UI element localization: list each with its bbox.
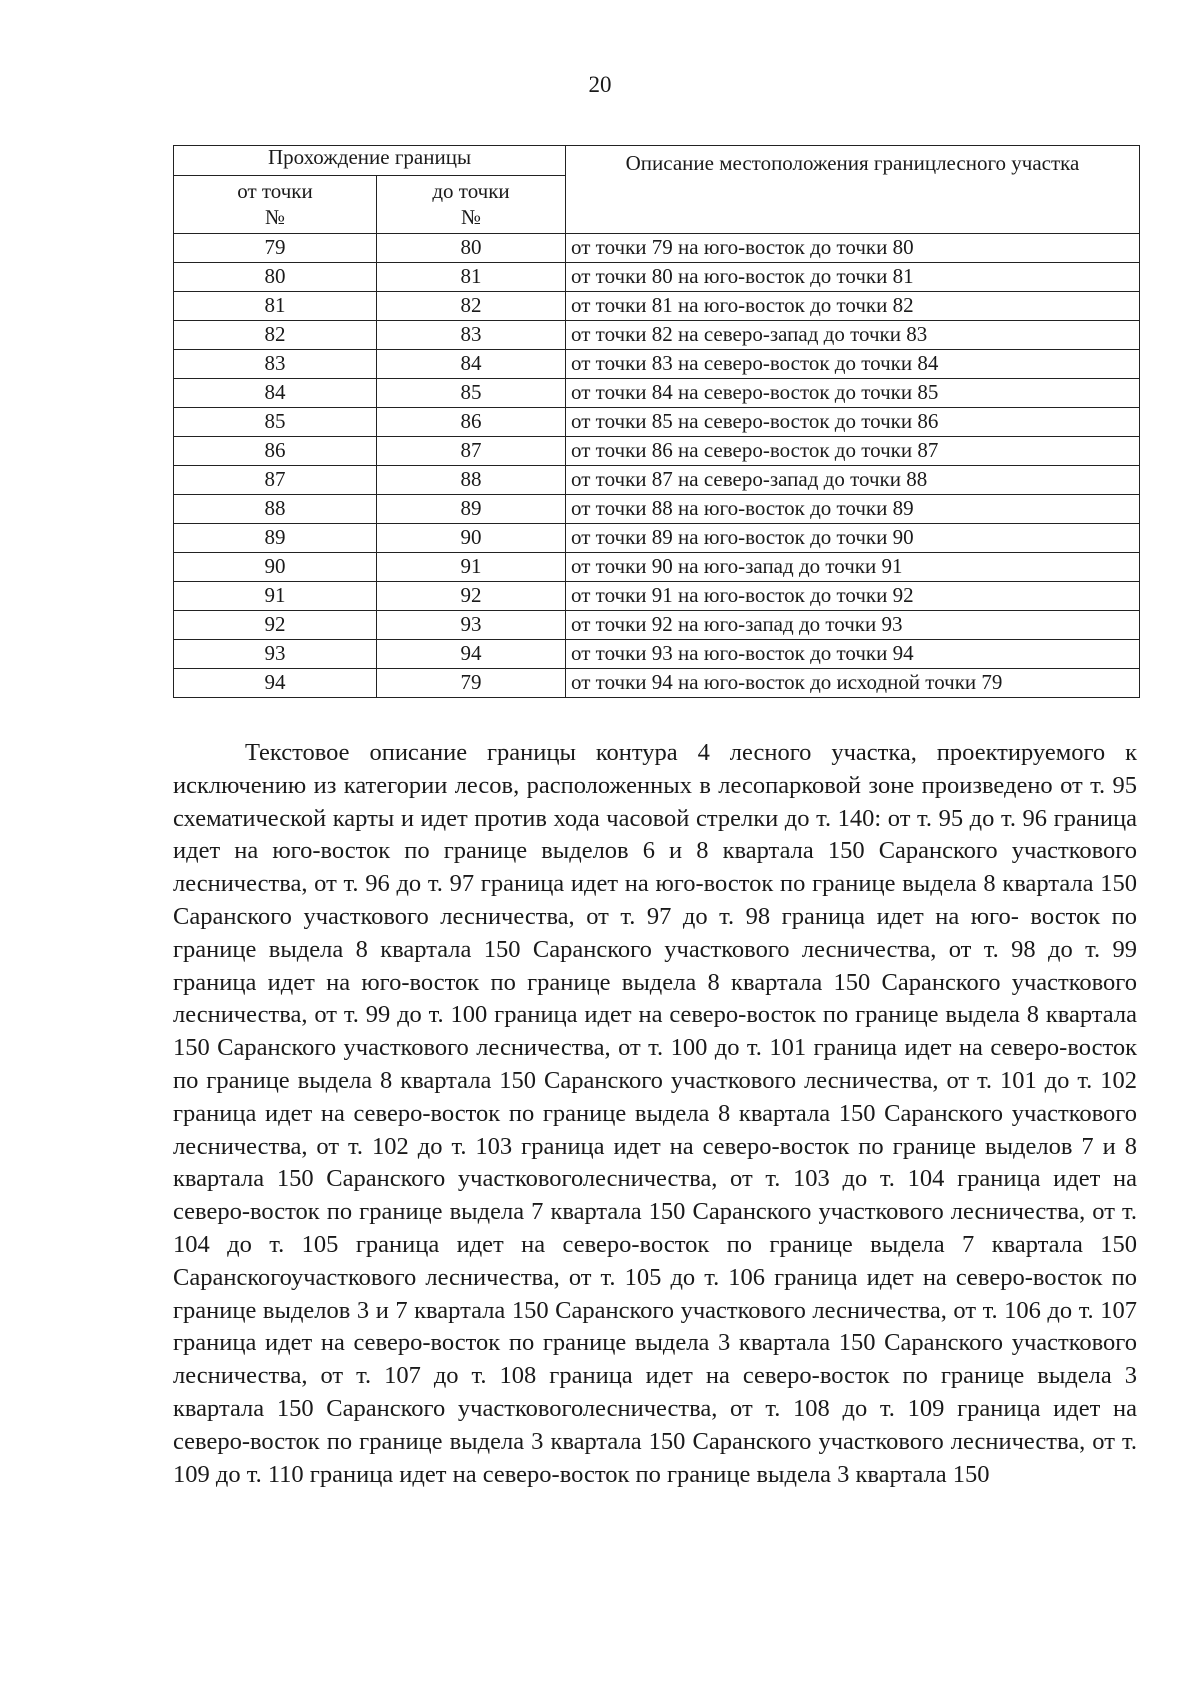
description-cell: от точки 84 на северо-восток до точки 85: [566, 379, 1140, 408]
boundary-description-paragraph: Текстовое описание границы контура 4 лесного участка, проектируемого к исключению из категории лесов, расположенных в лесопарковой зоне произведено от т. 95 схематической карты и идет против хода часовой стрелки до т. 140: от т. 95 до т. 96 граница идет на юго-восток по границе выделов 6 и 8 квартала 150 Саранского участкового лесничества, от т. 96 до т. 97 граница идет на юго-восток по границе выдела 8 квартала 150 Саранского участкового лесничества, от т. 97 до т. 98 граница идет на юго- восток по границе выдела 8 квартала 150 Саранского участкового лесничества, от т. 98 до т. 99 граница идет на юго-восток по границе выдела 8 квартала 150 Саранского участкового лесничества, от т. 99 до т. 100 граница идет на северо-восток по границе выдела 8 квартала 150 Саранского участкового лесничества, от т. 100 до т. 101 граница идет на северо-восток по границе выдела 8 квартала 150 Саранского участкового лесничества, от т. 101 до т. 102 граница идет на северо-восток по границе выдела 8 квартала 150 Саранского участкового лесничества, от т. 102 до т. 103 граница идет на северо-восток по границе выделов 7 и 8 квартала 150 Саранского участковоголесничества, от т. 103 до т. 104 граница идет на северо-восток по границе выдела 7 квартала 150 Саранского участкового лесничества, от т. 104 до т. 105 граница идет на северо-восток по границе выдела 7 квартала 150 Саранскогоучасткового лесничества, от т. 105 до т. 106 граница идет на северо-восток по границе выделов 3 и 7 квартала 150 Саранского участкового лесничества, от т. 106 до т. 107 граница идет на северо-восток по границе выдела 3 квартала 150 Саранского участкового лесничества, от т. 107 до т. 108 граница идет на северо-восток по границе выдела 3 квартала 150 Саранского участковоголесничества, от т. 108 до т. 109 граница идет на северо-восток по границе выдела 3 квартала 150 Саранского участкового лесничества, от т. 109 до т. 110 граница идет на северо-восток по границе выдела 3 квартала 150: [173, 739, 1137, 1488]
to-point-cell: 87: [377, 437, 566, 466]
description-cell: от точки 79 на юго-восток до точки 80: [566, 234, 1140, 263]
table-row: [174, 669, 1140, 698]
description-cell: от точки 94 на юго-восток до исходной точки 79: [566, 669, 1140, 698]
description-cell: от точки 86 на северо-восток до точки 87: [566, 437, 1140, 466]
to-point-cell: 92: [377, 582, 566, 611]
to-point-cell: 85: [377, 379, 566, 408]
from-point-cell: 94: [174, 669, 377, 698]
to-point-cell: 83: [377, 321, 566, 350]
from-point-cell: 84: [174, 379, 377, 408]
table-row: [174, 292, 1140, 321]
table-row: [174, 437, 1140, 466]
description-cell: от точки 80 на юго-восток до точки 81: [566, 263, 1140, 292]
to-point-cell: 84: [377, 350, 566, 379]
table-row: [174, 611, 1140, 640]
description-cell: от точки 87 на северо-запад до точки 88: [566, 466, 1140, 495]
description-cell: от точки 81 на юго-восток до точки 82: [566, 292, 1140, 321]
description-cell: от точки 91 на юго-восток до точки 92: [566, 582, 1140, 611]
table-row: [174, 379, 1140, 408]
description-cell: от точки 89 на юго-восток до точки 90: [566, 524, 1140, 553]
to-point-cell: 94: [377, 640, 566, 669]
from-point-cell: 88: [174, 495, 377, 524]
table-row: [174, 495, 1140, 524]
table-row: [174, 466, 1140, 495]
header-to-point: [377, 176, 566, 234]
table-row: [174, 640, 1140, 669]
to-point-cell: 93: [377, 611, 566, 640]
header-from-number-sign: №: [264, 205, 286, 230]
table-row: [174, 263, 1140, 292]
table-row: [174, 350, 1140, 379]
description-cell: от точки 82 на северо-запад до точки 83: [566, 321, 1140, 350]
header-boundary-passage: Прохождение границы: [174, 146, 566, 176]
to-point-cell: 82: [377, 292, 566, 321]
boundary-table: [173, 145, 1140, 698]
description-cell: от точки 90 на юго-запад до точки 91: [566, 553, 1140, 582]
from-point-cell: 92: [174, 611, 377, 640]
to-point-cell: 90: [377, 524, 566, 553]
to-point-cell: 89: [377, 495, 566, 524]
to-point-cell: 81: [377, 263, 566, 292]
from-point-cell: 86: [174, 437, 377, 466]
header-to-number-sign: №: [460, 205, 482, 230]
description-cell: от точки 93 на юго-восток до точки 94: [566, 640, 1140, 669]
from-point-cell: 90: [174, 553, 377, 582]
header-from-point: [174, 176, 377, 234]
from-point-cell: 82: [174, 321, 377, 350]
description-cell: от точки 85 на северо-восток до точки 86: [566, 408, 1140, 437]
header-from-label: от точки: [237, 179, 313, 203]
table-row: [174, 321, 1140, 350]
description-cell: от точки 88 на юго-восток до точки 89: [566, 495, 1140, 524]
from-point-cell: 85: [174, 408, 377, 437]
to-point-cell: 88: [377, 466, 566, 495]
from-point-cell: 87: [174, 466, 377, 495]
to-point-cell: 91: [377, 553, 566, 582]
from-point-cell: 81: [174, 292, 377, 321]
from-point-cell: 79: [174, 234, 377, 263]
description-cell: от точки 92 на юго-запад до точки 93: [566, 611, 1140, 640]
page-number: 20: [588, 72, 612, 97]
description-cell: от точки 83 на северо-восток до точки 84: [566, 350, 1140, 379]
table-row: [174, 408, 1140, 437]
header-description: Описание местоположения границлесного участка: [566, 146, 1140, 234]
table-row: [174, 524, 1140, 553]
from-point-cell: 83: [174, 350, 377, 379]
to-point-cell: 80: [377, 234, 566, 263]
table-row: [174, 553, 1140, 582]
header-to-label: до точки: [432, 179, 510, 203]
table-row: [174, 582, 1140, 611]
to-point-cell: 79: [377, 669, 566, 698]
from-point-cell: 89: [174, 524, 377, 553]
to-point-cell: 86: [377, 408, 566, 437]
from-point-cell: 93: [174, 640, 377, 669]
from-point-cell: 91: [174, 582, 377, 611]
table-row: [174, 234, 1140, 263]
from-point-cell: 80: [174, 263, 377, 292]
